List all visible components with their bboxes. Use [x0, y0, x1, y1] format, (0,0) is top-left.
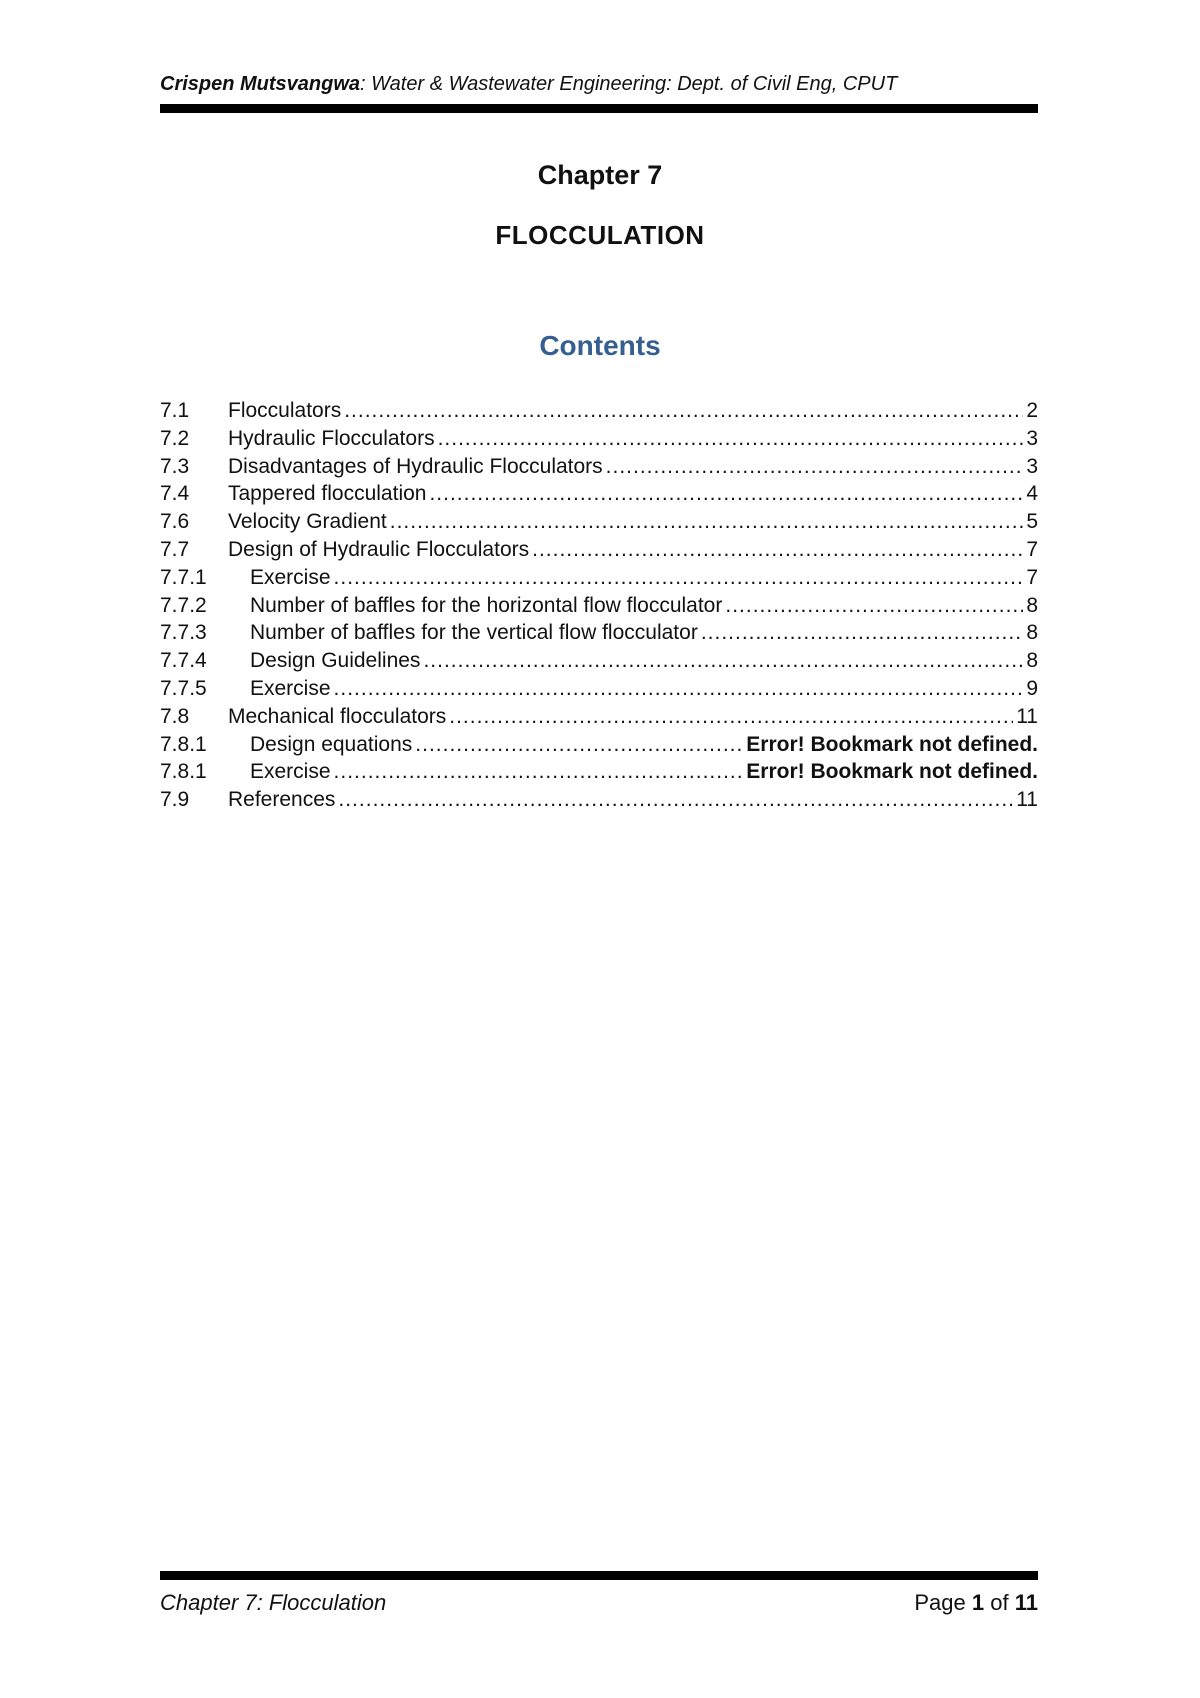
toc-entry-number: 7.7.4 [160, 649, 207, 673]
toc-entry-title: Disadvantages of Hydraulic Flocculators [228, 454, 603, 478]
header-rule [160, 104, 1038, 113]
toc-dot-leader [334, 675, 1024, 703]
page-header [160, 70, 1038, 113]
toc-entry-page: 7 [1026, 565, 1038, 589]
toc-dot-leader [532, 536, 1023, 564]
toc-dot-leader [415, 731, 743, 759]
toc-entry-number: 7.7.3 [160, 621, 207, 645]
toc-dot-leader [438, 425, 1024, 453]
toc-entry-title: Hydraulic Flocculators [228, 426, 435, 450]
footer-chapter: Chapter 7: Flocculation [160, 1590, 387, 1615]
toc-entry-title: Mechanical flocculators [228, 704, 447, 728]
toc-entry-page: 8 [1026, 593, 1038, 617]
toc-dot-leader [449, 703, 1013, 731]
header-text [160, 70, 1038, 98]
toc-entry-title: Number of baffles for the vertical flow flocculator [250, 621, 698, 645]
toc-entry-title: Exercise [250, 760, 331, 784]
toc-entry[interactable] [160, 675, 1038, 703]
toc-entry-title: References [228, 788, 336, 812]
toc-entry-page: 3 [1026, 426, 1038, 450]
toc-entry[interactable] [160, 425, 1038, 453]
toc-entry-number: 7.4 [160, 482, 190, 506]
toc-entry-page: 9 [1026, 676, 1038, 700]
toc-entry-title: Design of Hydraulic Flocculators [228, 537, 530, 561]
toc-entry-page: 8 [1026, 649, 1038, 673]
toc-entry[interactable] [160, 703, 1038, 731]
toc-dot-leader [606, 453, 1024, 481]
toc-entry-page: 2 [1026, 399, 1038, 422]
toc-entry-title: Design equations [250, 732, 413, 756]
toc-entry[interactable] [160, 786, 1038, 814]
toc-entry[interactable] [160, 397, 1038, 425]
toc-entry-page: 7 [1026, 537, 1038, 561]
toc-entry-title: Number of baffles for the horizontal flow flocculator [250, 593, 723, 617]
toc-entry-title: Tappered flocculation [228, 482, 427, 506]
toc-dot-leader [334, 758, 744, 786]
toc-entry-number: 7.7.2 [160, 593, 207, 617]
toc-entry[interactable] [160, 536, 1038, 564]
header-course: : Water & Wastewater Engineering: Dept. of Civil Eng, CPUT [360, 73, 898, 95]
footer-rule [160, 1571, 1038, 1580]
toc-entry-number: 7.7 [160, 537, 190, 561]
toc-entry-number: 7.7.5 [160, 676, 207, 700]
toc-dot-leader [338, 786, 1013, 814]
toc-entry-page: 3 [1026, 454, 1038, 478]
toc-dot-leader [701, 619, 1024, 647]
toc-entry-page: 11 [1016, 788, 1038, 812]
toc-entry-title: Design Guidelines [250, 649, 421, 673]
page-footer [160, 1571, 1038, 1617]
toc-dot-leader [334, 564, 1024, 592]
toc-entry-number: 7.2 [160, 426, 190, 450]
toc-entry[interactable] [160, 453, 1038, 481]
toc-entry-number: 7.7.1 [160, 565, 207, 589]
toc-entry-number: 7.8.1 [160, 732, 207, 756]
toc-entry[interactable] [160, 592, 1038, 620]
toc-dot-leader [344, 397, 1023, 425]
footer-page-number: Page 1 of 11 [914, 1590, 1038, 1615]
toc-entry-page: 5 [1026, 510, 1038, 534]
toc-entry-number: 7.1 [160, 399, 190, 422]
contents-heading: Contents [539, 330, 661, 361]
toc-entry-number: 7.6 [160, 510, 190, 534]
chapter-subtitle: FLOCCULATION [495, 220, 705, 250]
toc-entry[interactable] [160, 480, 1038, 508]
toc-entry-number: 7.8.1 [160, 760, 207, 784]
toc-entry-title: Exercise [250, 676, 331, 700]
toc-entry-page: 4 [1026, 482, 1038, 506]
toc-entry-number: 7.3 [160, 454, 190, 478]
toc-entry[interactable] [160, 758, 1038, 786]
toc-entry-title: Exercise [250, 565, 331, 589]
toc-dot-leader [429, 480, 1023, 508]
toc-entry[interactable] [160, 508, 1038, 536]
toc-entry-page: 11 [1016, 704, 1038, 728]
toc-entry-page: Error! Bookmark not defined. [746, 760, 1038, 784]
header-author: Crispen Mutsvangwa [160, 73, 361, 95]
toc-dot-leader [423, 647, 1023, 675]
table-of-contents [160, 397, 1038, 814]
toc-entry-page: 8 [1026, 621, 1038, 645]
toc-entry[interactable] [160, 647, 1038, 675]
toc-entry[interactable] [160, 564, 1038, 592]
toc-entry[interactable] [160, 731, 1038, 759]
chapter-title: Chapter 7 [537, 160, 663, 190]
toc-dot-leader [390, 508, 1024, 536]
toc-entry-page: Error! Bookmark not defined. [746, 732, 1038, 756]
toc-dot-leader [725, 592, 1023, 620]
toc-entry[interactable] [160, 619, 1038, 647]
toc-entry-number: 7.8 [160, 704, 190, 728]
toc-entry-title: Velocity Gradient [228, 510, 387, 534]
toc-entry-title: Flocculators [228, 399, 342, 422]
toc-entry-number: 7.9 [160, 788, 190, 812]
